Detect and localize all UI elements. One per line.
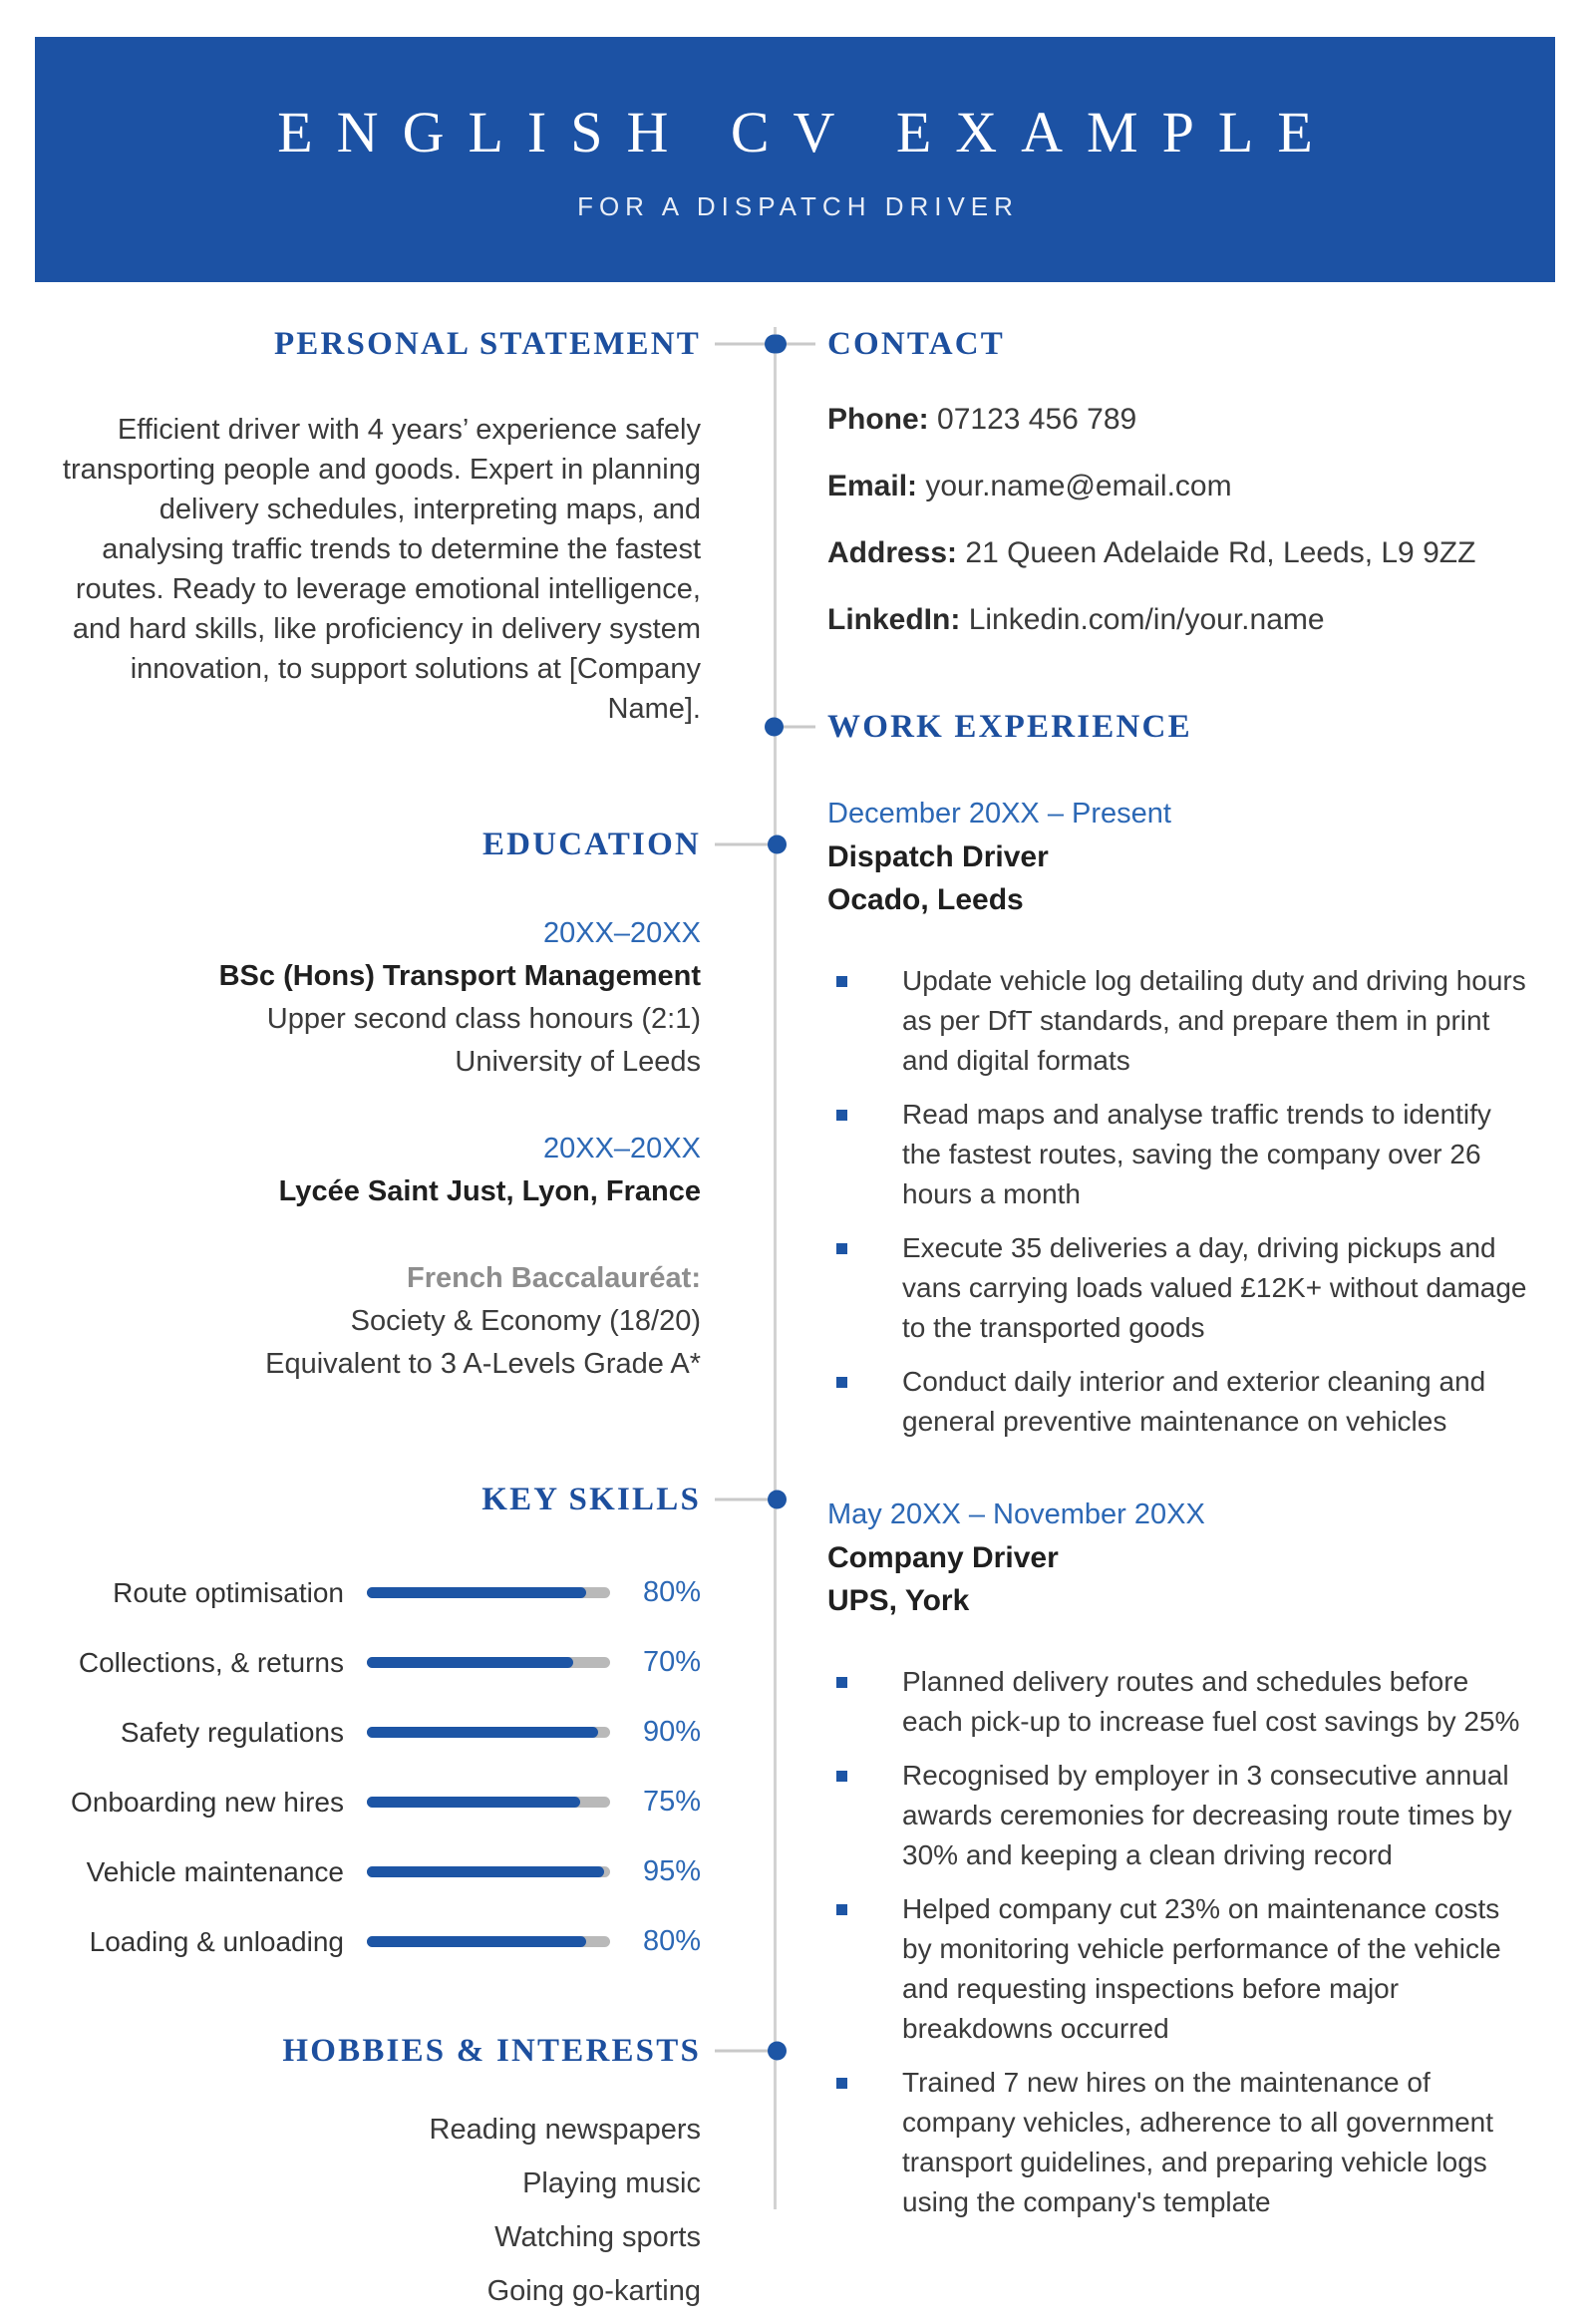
skill-label: Safety regulations (120, 1716, 344, 1748)
job-bullet: Conduct daily interior and exterior cleaning and general preventive maintenance on vehicles (827, 1362, 1535, 1442)
contact-heading (827, 320, 1535, 368)
contact-value: 21 Queen Adelaide Rd, Leeds, L9 9ZZ (965, 536, 1476, 569)
right-column (827, 282, 1535, 2324)
education-qualification-label: French Baccalauréat: (407, 1262, 701, 1294)
skill-row (60, 1641, 701, 1684)
job-dates: December 20XX – Present (827, 798, 1171, 830)
contact-row-address (827, 531, 1535, 574)
contact-label: LinkedIn: (827, 603, 961, 636)
skill-percent: 70% (642, 1646, 701, 1678)
contact-list (827, 398, 1535, 641)
job-bullet: Helped company cut 23% on maintenance costs by monitoring vehicle performance of the vehicle and requesting inspections before major breakdowns occurred (827, 1889, 1535, 2049)
timeline-dot (768, 835, 787, 854)
job-bullet-list (827, 961, 1535, 1442)
contact-value: your.name@email.com (925, 470, 1232, 502)
contact-row-linkedin (827, 598, 1535, 641)
contact-label: Phone: (827, 403, 929, 436)
job-title: Dispatch Driver (827, 840, 1049, 873)
job-entry (827, 1494, 1535, 2222)
education-entry (60, 1128, 701, 1213)
education-dates: 20XX–20XX (542, 917, 701, 949)
work-experience-heading (827, 703, 1535, 751)
contact-label: Address: (827, 536, 958, 569)
personal-statement-text: Efficient driver with 4 years’ experience safely transporting people and goods. Expert in planning delivery schedules, interpreting maps, and analysing traffic trends to determine the fastest routes. Ready to leverage emotional intelligence, and hard skills, like proficiency in delivery system innovation, to support solutions at [Company Name]. (62, 414, 701, 725)
key-skills-heading-label: KEY SKILLS (481, 1482, 701, 1517)
education-heading-label: EDUCATION (481, 827, 701, 862)
education-school: Lycée Saint Just, Lyon, France (278, 1175, 701, 1207)
skill-row (60, 1850, 701, 1893)
hobby-item: Playing music (522, 2167, 701, 2199)
education-detail: Society & Economy (18/20) (350, 1305, 701, 1337)
skill-row (60, 1781, 701, 1824)
header-banner (35, 37, 1555, 282)
hobbies-section (60, 2027, 701, 2313)
education-detail: Equivalent to 3 A-Levels Grade A* (265, 1348, 701, 1380)
skill-bar-fill (367, 1657, 573, 1668)
job-title: Company Driver (827, 1541, 1059, 1574)
job-bullet: Update vehicle log detailing duty and driving hours as per DfT standards, and prepare them in print and digital formats (827, 961, 1535, 1081)
work-experience-section (827, 703, 1535, 2222)
skill-bar-fill (367, 1727, 598, 1738)
key-skills-section (60, 1476, 701, 1963)
skill-percent: 80% (642, 1925, 701, 1957)
education-heading (60, 821, 701, 868)
job-bullet: Read maps and analyse traffic trends to identify the fastest routes, saving the company over 26 hours a month (827, 1095, 1535, 1214)
skill-bar (367, 1657, 610, 1668)
job-bullet-list (827, 1662, 1535, 2222)
timeline-dot (765, 718, 784, 737)
job-bullet: Trained 7 new hires on the maintenance of company vehicles, adherence to all government transport guidelines, and preparing vehicle logs using the company's template (827, 2063, 1535, 2222)
contact-value: Linkedin.com/in/your.name (968, 603, 1325, 636)
timeline-dot (765, 335, 784, 354)
skill-label: Vehicle maintenance (86, 1855, 344, 1887)
skill-row (60, 1920, 701, 1963)
personal-statement-section (60, 320, 701, 729)
education-dates: 20XX–20XX (542, 1133, 701, 1164)
job-employer: Ocado, Leeds (827, 883, 1024, 916)
contact-row-phone (827, 398, 1535, 441)
cv-subtitle: FOR A DISPATCH DRIVER (577, 191, 1019, 221)
skill-bar (367, 1797, 610, 1808)
skill-label: Route optimisation (113, 1576, 344, 1608)
job-bullet: Recognised by employer in 3 consecutive annual awards ceremonies for decreasing route times by 30% and keeping a clean driving record (827, 1756, 1535, 1875)
skill-bar (367, 1727, 610, 1738)
work-experience-heading-label: WORK EXPERIENCE (827, 709, 1192, 745)
job-bullet: Execute 35 deliveries a day, driving pickups and vans carrying loads valued £12K+ without damage to the transported goods (827, 1228, 1535, 1348)
education-entry (60, 1257, 701, 1386)
left-column (60, 282, 701, 2324)
skill-row (60, 1571, 701, 1614)
skill-bar-fill (367, 1797, 580, 1808)
job-bullet: Planned delivery routes and schedules before each pick-up to increase fuel cost savings by 25% (827, 1662, 1535, 1742)
key-skills-heading (60, 1476, 701, 1523)
timeline-dot (768, 1491, 787, 1509)
skill-bar (367, 1866, 610, 1877)
hobbies-heading-label: HOBBIES & INTERESTS (282, 2033, 701, 2069)
skill-label: Collections, & returns (78, 1646, 344, 1678)
skill-row (60, 1711, 701, 1754)
skill-label: Onboarding new hires (71, 1786, 344, 1818)
hobbies-heading (60, 2027, 701, 2075)
job-dates: May 20XX – November 20XX (827, 1498, 1205, 1530)
skill-bar-fill (367, 1587, 586, 1598)
education-entry (60, 912, 701, 1084)
education-detail: University of Leeds (455, 1046, 701, 1078)
personal-statement-heading-label: PERSONAL STATEMENT (273, 326, 701, 362)
skill-percent: 75% (642, 1786, 701, 1818)
cv-body (0, 282, 1595, 2307)
skill-percent: 90% (642, 1716, 701, 1748)
skill-bar-fill (367, 1936, 586, 1947)
job-employer: UPS, York (827, 1584, 970, 1617)
hobby-item: Reading newspapers (429, 2114, 701, 2146)
contact-row-email (827, 465, 1535, 507)
skill-bar (367, 1587, 610, 1598)
timeline-dot (768, 2042, 787, 2061)
skill-percent: 80% (642, 1576, 701, 1608)
education-detail: Upper second class honours (2:1) (266, 1003, 701, 1035)
personal-statement-heading (60, 320, 701, 368)
skill-bar-fill (367, 1866, 604, 1877)
skill-bar (367, 1936, 610, 1947)
cv-title: ENGLISH CV EXAMPLE (277, 100, 1337, 165)
hobbies-list (60, 2109, 701, 2313)
contact-value: 07123 456 789 (937, 403, 1137, 436)
contact-label: Email: (827, 470, 918, 502)
skill-percent: 95% (642, 1855, 701, 1887)
skills-chart (60, 1571, 701, 1963)
hobby-item: Going go-karting (486, 2275, 701, 2307)
contact-section (827, 320, 1535, 641)
education-section (60, 821, 701, 1386)
education-degree: BSc (Hons) Transport Management (218, 960, 701, 992)
skill-label: Loading & unloading (89, 1925, 344, 1957)
contact-heading-label: CONTACT (827, 326, 1005, 362)
hobby-item: Watching sports (494, 2221, 701, 2253)
job-entry (827, 793, 1535, 1442)
